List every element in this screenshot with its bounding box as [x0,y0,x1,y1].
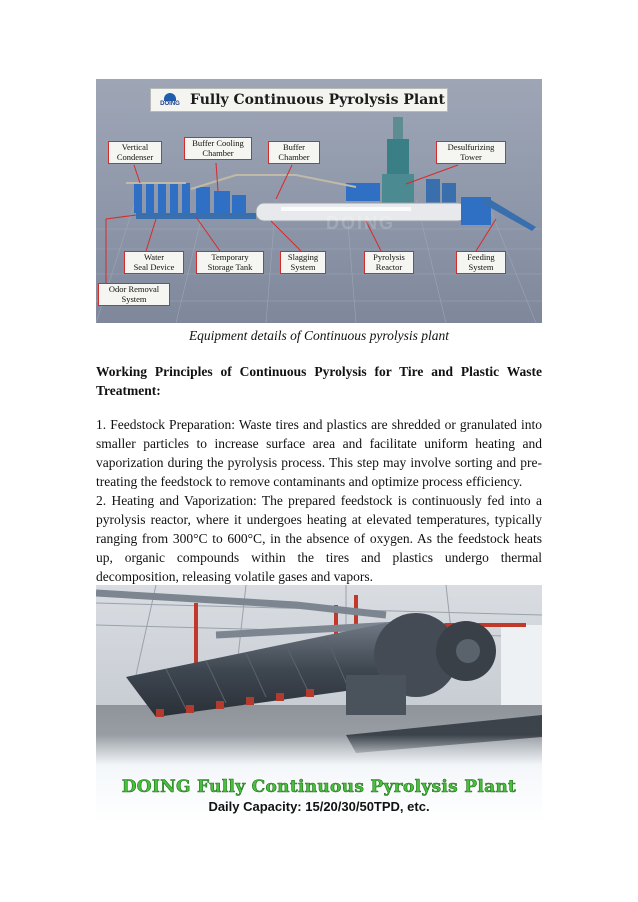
paragraph-heating-vaporization: 2. Heating and Vaporization: The prepared feedstock is continuously fed into a pyrolysis reactor, where it undergoes heating at elevated temperatures, typically ranging from 300°C to 600°C, in the absence of oxygen. As the feedstock heats up, organic compounds within the tires and plastics undergo thermal decomposition, releasing volatile gases and vapors. [96,493,542,584]
plant-photo [96,585,542,822]
label-vertical-condenser [108,141,162,164]
label-line: Seal Device [133,261,175,272]
label-temporary-storage-tank [196,251,264,274]
label-odor-removal-system [98,283,170,306]
section-heading: Working Principles of Continuous Pyrolysis for Tire and Plastic Waste Treatment: [96,364,542,398]
label-line: Tower [460,151,482,162]
label-line: Odor Removal [108,284,160,294]
label-desulfurizing-tower [436,141,506,164]
label-line: Chamber [278,151,310,162]
label-line: Reactor [375,261,403,272]
label-feeding-system [456,251,506,274]
plant-diagram-image [96,79,542,323]
diagram-title: Fully Continuous Pyrolysis Plant [190,92,445,108]
label-line: System [290,261,316,272]
label-line: System [121,293,147,304]
label-line: Slagging [287,252,319,262]
label-line: Vertical [121,142,149,152]
label-water-seal-device [124,251,184,274]
doing-logo [156,91,184,109]
label-line: Temporary [211,252,249,262]
label-pyrolysis-reactor [364,251,414,274]
label-buffer-chamber [268,141,320,164]
label-line: Feeding [467,252,495,262]
paragraph-feedstock-preparation: 1. Feedstock Preparation: Waste tires and plastics are shredded or granulated into smaller particles to increase surface area and facilitate uniform heating and vaporization during the pyrolysis process. This step may involve sorting and pre-treating the feedstock to remove contaminants and optimize process efficiency. [96,417,542,489]
label-line: Buffer [282,142,306,152]
label-slagging-system [280,251,326,274]
diagram-watermark: DOING [326,213,396,233]
doing-logo-mark [164,93,176,101]
label-line: Desulfurizing [447,142,495,152]
diagram-caption: Equipment details of Continuous pyrolysis plant [188,328,450,343]
label-line: Water [143,252,165,262]
label-line: Storage Tank [207,261,253,272]
label-line: Pyrolysis [373,252,405,262]
label-line: Chamber [202,147,234,158]
label-line: System [468,261,494,272]
label-line: Condenser [116,151,154,162]
label-buffer-cooling-chamber [184,137,252,160]
label-line: Buffer Cooling [192,138,244,148]
diagram-title-bar [150,88,448,112]
photo-banner-title: DOING Fully Continuous Pyrolysis Plant [121,777,517,797]
photo-banner-subtitle: Daily Capacity: 15/20/30/50TPD, etc. [208,799,430,814]
doing-logo-text: DOING [160,100,180,107]
